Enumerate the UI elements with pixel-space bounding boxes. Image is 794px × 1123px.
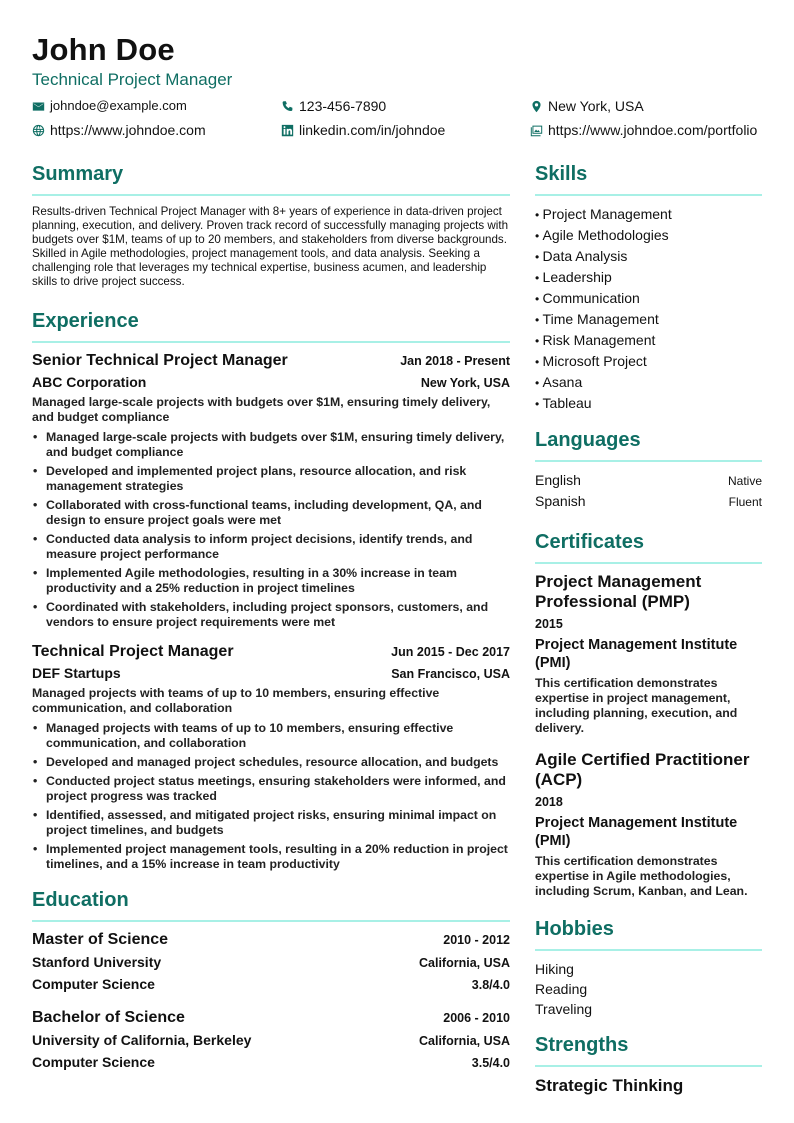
location-icon	[530, 100, 543, 113]
edu-location: California, USA	[419, 1034, 510, 1048]
cert-title: Agile Certified Practitioner (ACP)	[535, 750, 750, 789]
language-level: Native	[727, 474, 762, 488]
certificate-entry	[535, 572, 762, 736]
job-title: Technical Project Manager	[32, 643, 234, 660]
portfolio-text: https://www.johndoe.com/portfolio	[548, 122, 758, 138]
edu-location: California, USA	[419, 956, 510, 970]
edu-degree: Bachelor of Science	[32, 1009, 185, 1026]
skill-item: • Leadership	[535, 267, 762, 288]
job-description: Managed large-scale projects with budgets over $1M, ensuring timely delivery, and budget compliance	[32, 395, 491, 424]
contact-website[interactable]	[32, 121, 206, 139]
job-bullet: • Conducted data analysis to inform project decisions, identify trends, and measure project performance	[32, 532, 510, 562]
job-dates: Jun 2015 - Dec 2017	[391, 645, 510, 659]
job-company: DEF Startups	[32, 665, 121, 681]
email-icon	[32, 100, 45, 113]
job-title: Senior Technical Project Manager	[32, 352, 288, 369]
candidate-title: Technical Project Manager	[32, 70, 233, 89]
job-bullet: • Coordinated with stakeholders, including project sponsors, customers, and vendors to ensure project requirements were met	[32, 600, 510, 630]
job-bullets	[32, 430, 510, 630]
language-level: Fluent	[728, 495, 762, 509]
contact-email[interactable]	[32, 97, 187, 115]
experience-section	[32, 309, 510, 872]
hobbies-heading: Hobbies	[535, 917, 762, 951]
language-name: English	[535, 472, 581, 488]
skill-item: • Tableau	[535, 393, 762, 414]
left-column	[32, 162, 510, 1072]
strengths-heading: Strengths	[535, 1033, 762, 1067]
edu-school: University of California, Berkeley	[32, 1032, 252, 1048]
website-text: https://www.johndoe.com	[50, 122, 206, 138]
edu-dates: 2006 - 2010	[443, 1011, 510, 1025]
job-bullet: • Developed and managed project schedules, resource allocation, and budgets	[32, 755, 510, 770]
edu-field: Computer Science	[32, 1054, 155, 1070]
contact-portfolio[interactable]	[530, 121, 757, 139]
skills-heading: Skills	[535, 162, 762, 196]
skill-item: • Data Analysis	[535, 246, 762, 267]
job-bullet: • Conducted project status meetings, ensuring stakeholders were informed, and project progress was tracked	[32, 774, 510, 804]
skill-item: • Agile Methodologies	[535, 225, 762, 246]
summary-section	[32, 162, 510, 289]
job-company: ABC Corporation	[32, 374, 147, 390]
certificates-heading: Certificates	[535, 530, 762, 564]
job-entry	[32, 642, 510, 872]
edu-field: Computer Science	[32, 976, 155, 992]
email-text: johndoe@example.com	[50, 98, 187, 113]
right-column	[535, 162, 762, 1097]
edu-gpa: 3.8/4.0	[471, 978, 510, 992]
linkedin-icon	[281, 124, 294, 137]
certificates-section	[535, 530, 762, 899]
skill-item: • Microsoft Project	[535, 351, 762, 372]
contact-phone[interactable]	[281, 97, 386, 115]
summary-text: Results-driven Technical Project Manager with 8+ years of experience in data-driven project planning, execution, and delivery. Proven track record of successfully managing projects with budgets over $1M, teams of up to 20 members, and stakeholders from diverse backgrounds. Skilled in Agile methodologies, project management tools, and data analysis. Seeking a challenging role that leverages my technical expertise, business acumen, and leadership skills to drive project success.	[32, 205, 509, 288]
job-entry	[32, 351, 510, 630]
cert-description: This certification demonstrates expertise in project management, including planning, execution, and delivery.	[535, 676, 738, 735]
job-bullet: • Implemented project management tools, resulting in a 20% reduction in project timelines, and a 15% increase in team productivity	[32, 842, 510, 872]
hobby-item: Reading	[535, 981, 588, 997]
edu-gpa: 3.5/4.0	[471, 1056, 510, 1070]
education-entry	[32, 1008, 510, 1072]
education-entry	[32, 930, 510, 994]
education-heading: Education	[32, 888, 510, 922]
edu-degree: Master of Science	[32, 931, 169, 948]
job-bullet: • Identified, assessed, and mitigated project risks, ensuring minimal impact on project timelines, and budgets	[32, 808, 510, 838]
phone-icon	[281, 100, 294, 113]
languages-heading: Languages	[535, 428, 762, 462]
skill-item: • Asana	[535, 372, 762, 393]
skills-list	[535, 204, 762, 414]
certificate-entry	[535, 750, 762, 899]
education-section	[32, 888, 510, 1072]
hobbies-section	[535, 917, 762, 1019]
skill-item: • Communication	[535, 288, 762, 309]
job-location: San Francisco, USA	[391, 667, 510, 681]
phone-text: 123-456-7890	[299, 98, 387, 114]
portfolio-icon	[530, 124, 543, 137]
contact-location	[530, 97, 644, 115]
cert-issuer: Project Management Institute (PMI)	[535, 637, 738, 671]
cert-description: This certification demonstrates expertise in Agile methodologies, including Scrum, Kanban, and Lean.	[535, 854, 748, 898]
summary-heading: Summary	[32, 162, 510, 196]
job-bullet: • Implemented Agile methodologies, resulting in a 30% increase in team productivity and a 25% reduction in project timelines	[32, 566, 510, 596]
job-bullet: • Managed projects with teams of up to 10 members, ensuring effective communication, and collaboration	[32, 721, 510, 751]
location-text: New York, USA	[548, 98, 644, 114]
job-dates: Jan 2018 - Present	[400, 354, 510, 368]
languages-section	[535, 428, 762, 512]
skill-item: • Project Management	[535, 204, 762, 225]
skill-item: • Risk Management	[535, 330, 762, 351]
cert-title: Project Management Professional (PMP)	[535, 572, 702, 611]
language-row	[535, 470, 762, 491]
candidate-name: John Doe	[32, 32, 175, 67]
language-name: Spanish	[535, 493, 586, 509]
skill-item: • Time Management	[535, 309, 762, 330]
edu-school: Stanford University	[32, 954, 162, 970]
language-row	[535, 491, 762, 512]
experience-heading: Experience	[32, 309, 510, 343]
job-description: Managed projects with teams of up to 10 members, ensuring effective communication, and collaboration	[32, 686, 440, 715]
hobby-item: Traveling	[535, 1001, 593, 1017]
job-bullet: • Collaborated with cross-functional teams, including development, QA, and design to ensure project goals were met	[32, 498, 510, 528]
globe-icon	[32, 124, 45, 137]
job-location: New York, USA	[420, 376, 510, 390]
hobby-item: Hiking	[535, 961, 574, 977]
strengths-section	[535, 1033, 762, 1097]
cert-year: 2015	[535, 617, 563, 631]
skills-section	[535, 162, 762, 414]
cert-issuer: Project Management Institute (PMI)	[535, 815, 738, 849]
strength-item: Strategic Thinking	[535, 1076, 684, 1095]
job-bullet: • Developed and implemented project plans, resource allocation, and risk management strategies	[32, 464, 510, 494]
job-bullets	[32, 721, 510, 872]
linkedin-text: linkedin.com/in/johndoe	[299, 122, 446, 138]
contact-linkedin[interactable]	[281, 121, 445, 139]
job-bullet: • Managed large-scale projects with budgets over $1M, ensuring timely delivery, and budget compliance	[32, 430, 510, 460]
cert-year: 2018	[535, 795, 563, 809]
edu-dates: 2010 - 2012	[443, 933, 510, 947]
